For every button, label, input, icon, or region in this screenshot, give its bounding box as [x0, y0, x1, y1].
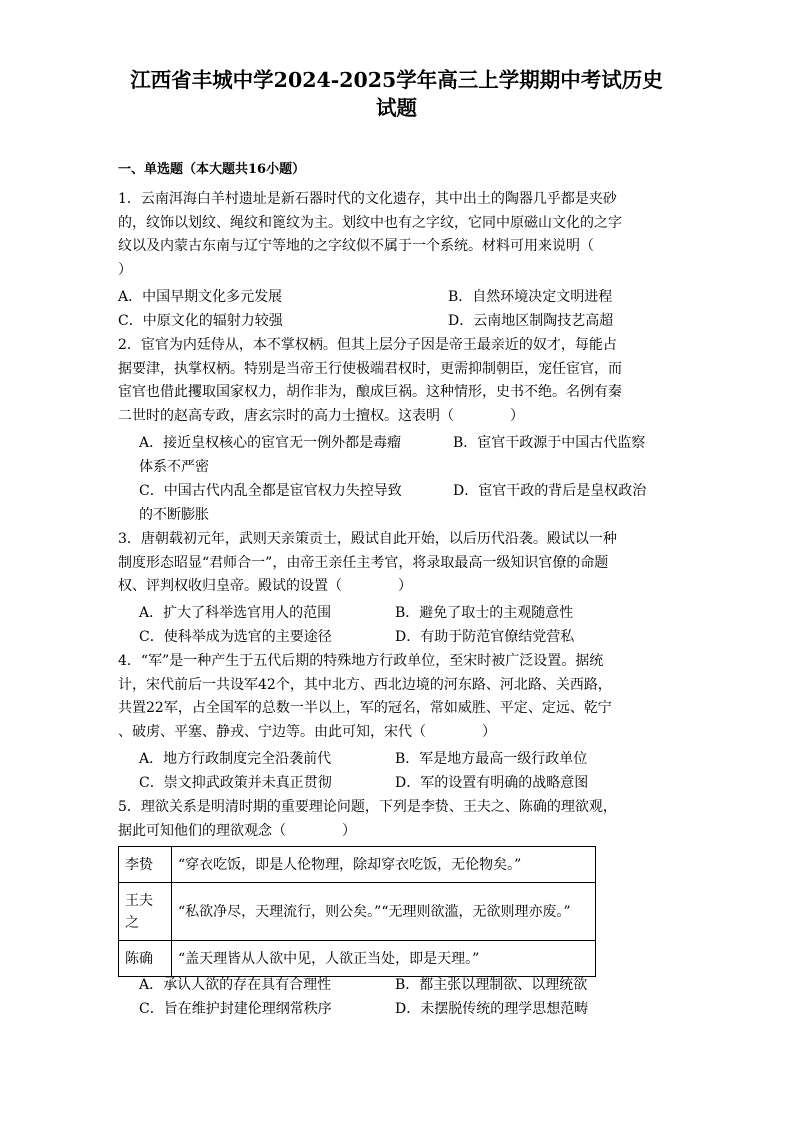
table-row: [119, 883, 596, 941]
option-a[interactable]: A．承认人欲的存在具有合理性: [139, 977, 332, 993]
question-text-line: 制度形态昭显“君师合一”，由帝王亲任主考官，将录取最高一级知识官僚的命题: [118, 554, 609, 571]
question-text-line: 据要津，执掌权柄。特别是当帝王行使极端君权时，更需抑制朝臣，宠任宦官，而: [118, 360, 622, 377]
option-c[interactable]: C．使科举成为选官的主要途径: [139, 629, 332, 645]
option-d[interactable]: D．有助于防范官僚结党营私: [395, 629, 575, 645]
question-text-line: 据此可知他们的理欲观念（ ）: [118, 822, 356, 839]
question-text-line: 2．宦官为内廷侍从，本不掌权柄。但其上层分子因是帝王最亲近的奴才，每能占: [118, 337, 617, 353]
title-line-1: 江西省丰城中学2024-2025学年高三上学期期中考试历史: [130, 68, 663, 92]
option-d[interactable]: D．云南地区制陶技艺高超: [448, 313, 614, 329]
question-text-line: 纹以及内蒙古东南与辽宁等地的之字纹似不属于一个系统。材料可用来说明（: [118, 238, 594, 255]
question-4: [118, 650, 670, 744]
option-a[interactable]: A．地方行政制度完全沿袭前代: [139, 751, 332, 767]
option-b[interactable]: B．军是地方最高一级行政单位: [395, 751, 588, 767]
table-cell-name: 王夫之: [119, 883, 172, 941]
question-text-line: 权、评判权收归皇帝。殿试的设置（ ）: [118, 578, 412, 595]
option-a[interactable]: A．接近皇权核心的宦官无一例外都是毒瘤: [139, 435, 402, 451]
option-c[interactable]: C．中原文化的辐射力较强: [118, 313, 283, 329]
question-3: [118, 528, 670, 599]
option-d[interactable]: D．宦官干政的背后是皇权政治: [453, 483, 647, 499]
question-text-line: 5．理欲关系是明清时期的重要理论问题，下列是李贽、王夫之、陈确的理欲观，: [118, 799, 617, 815]
table-row: [119, 847, 596, 883]
table-cell-name: 陈确: [119, 941, 172, 977]
option-d[interactable]: D．军的设置有明确的战略意图: [395, 775, 589, 791]
table-cell-quote: “穿衣吃饭，即是人伦物理，除却穿衣吃饭，无伦物矣。”: [172, 847, 596, 883]
option-b[interactable]: B．避免了取士的主观随意性: [395, 605, 574, 621]
title-line-2: 试题: [376, 96, 417, 120]
option-b-continued: 体系不严密: [139, 459, 209, 475]
option-b[interactable]: B．宦官干政源于中国古代监察: [453, 435, 646, 451]
question-text-line: 二世时的赵高专政，唐玄宗时的高力士擅权。这表明（ ）: [118, 407, 524, 424]
question-5: [118, 796, 670, 843]
question-2: [118, 334, 670, 428]
section-heading: 一、单选题（本大题共16小题）: [118, 162, 306, 177]
option-d-continued: 的不断膨胀: [139, 507, 209, 523]
option-a[interactable]: A．扩大了科举选官用人的范围: [139, 605, 332, 621]
option-b[interactable]: B．都主张以理制欲、以理统欲: [395, 977, 588, 993]
table-cell-quote: “盖天理皆从人欲中见，人欲正当处，即是天理。”: [172, 941, 596, 977]
question-text-line: 计，宋代前后一共设军42个，其中北方、西北边境的河东路、河北路、关西路，: [118, 676, 612, 693]
table-row: [119, 941, 596, 977]
question-text-line: 、破虏、平塞、静戎、宁边等。由此可知，宋代（ ）: [118, 723, 496, 740]
table-cell-quote: “私欲净尽，天理流行，则公矣。”“无理则欲滥，无欲则理亦废。”: [172, 883, 596, 941]
question-text-line: 4．“军”是一种产生于五代后期的特殊地方行政单位，至宋时被广泛设置。据统: [118, 653, 604, 669]
quote-table: [118, 846, 596, 977]
option-d[interactable]: D．未摆脱传统的理学思想范畴: [395, 1001, 589, 1017]
option-a[interactable]: A．中国早期文化多元发展: [118, 289, 283, 305]
page-title: [100, 66, 693, 122]
option-c[interactable]: C．中国古代内乱全都是宦官权力失控导致: [139, 483, 402, 499]
option-c[interactable]: C．崇文抑武政策并未真正贯彻: [139, 775, 332, 791]
option-c[interactable]: C．旨在维护封建伦理纲常秩序: [139, 1001, 332, 1017]
question-text-line: 3．唐朝载初元年，武则天亲策贡士，殿试自此开始，以后历代沿袭。殿试以一种: [118, 531, 617, 547]
question-text-line: 1．云南洱海白羊村遗址是新石器时代的文化遗存，其中出土的陶器几乎都是夹砂: [118, 191, 617, 207]
option-b[interactable]: B．自然环境决定文明进程: [448, 289, 613, 305]
question-text-line: 的，纹饰以划纹、绳纹和篦纹为主。划纹中也有之字纹，它同中原磁山文化的之字: [118, 214, 622, 231]
question-1: [118, 188, 670, 282]
table-cell-name: 李贽: [119, 847, 172, 883]
question-text-line: 共置22军，占全国军的总数一半以上，军的冠名，常如威胜、平定、定远、乾宁: [118, 700, 612, 717]
question-text-line: ）: [118, 261, 132, 278]
question-text-line: 宦官也借此攫取国家权力，胡作非为，酿成巨祸。这种情形，史书不绝。名例有秦: [118, 384, 622, 401]
